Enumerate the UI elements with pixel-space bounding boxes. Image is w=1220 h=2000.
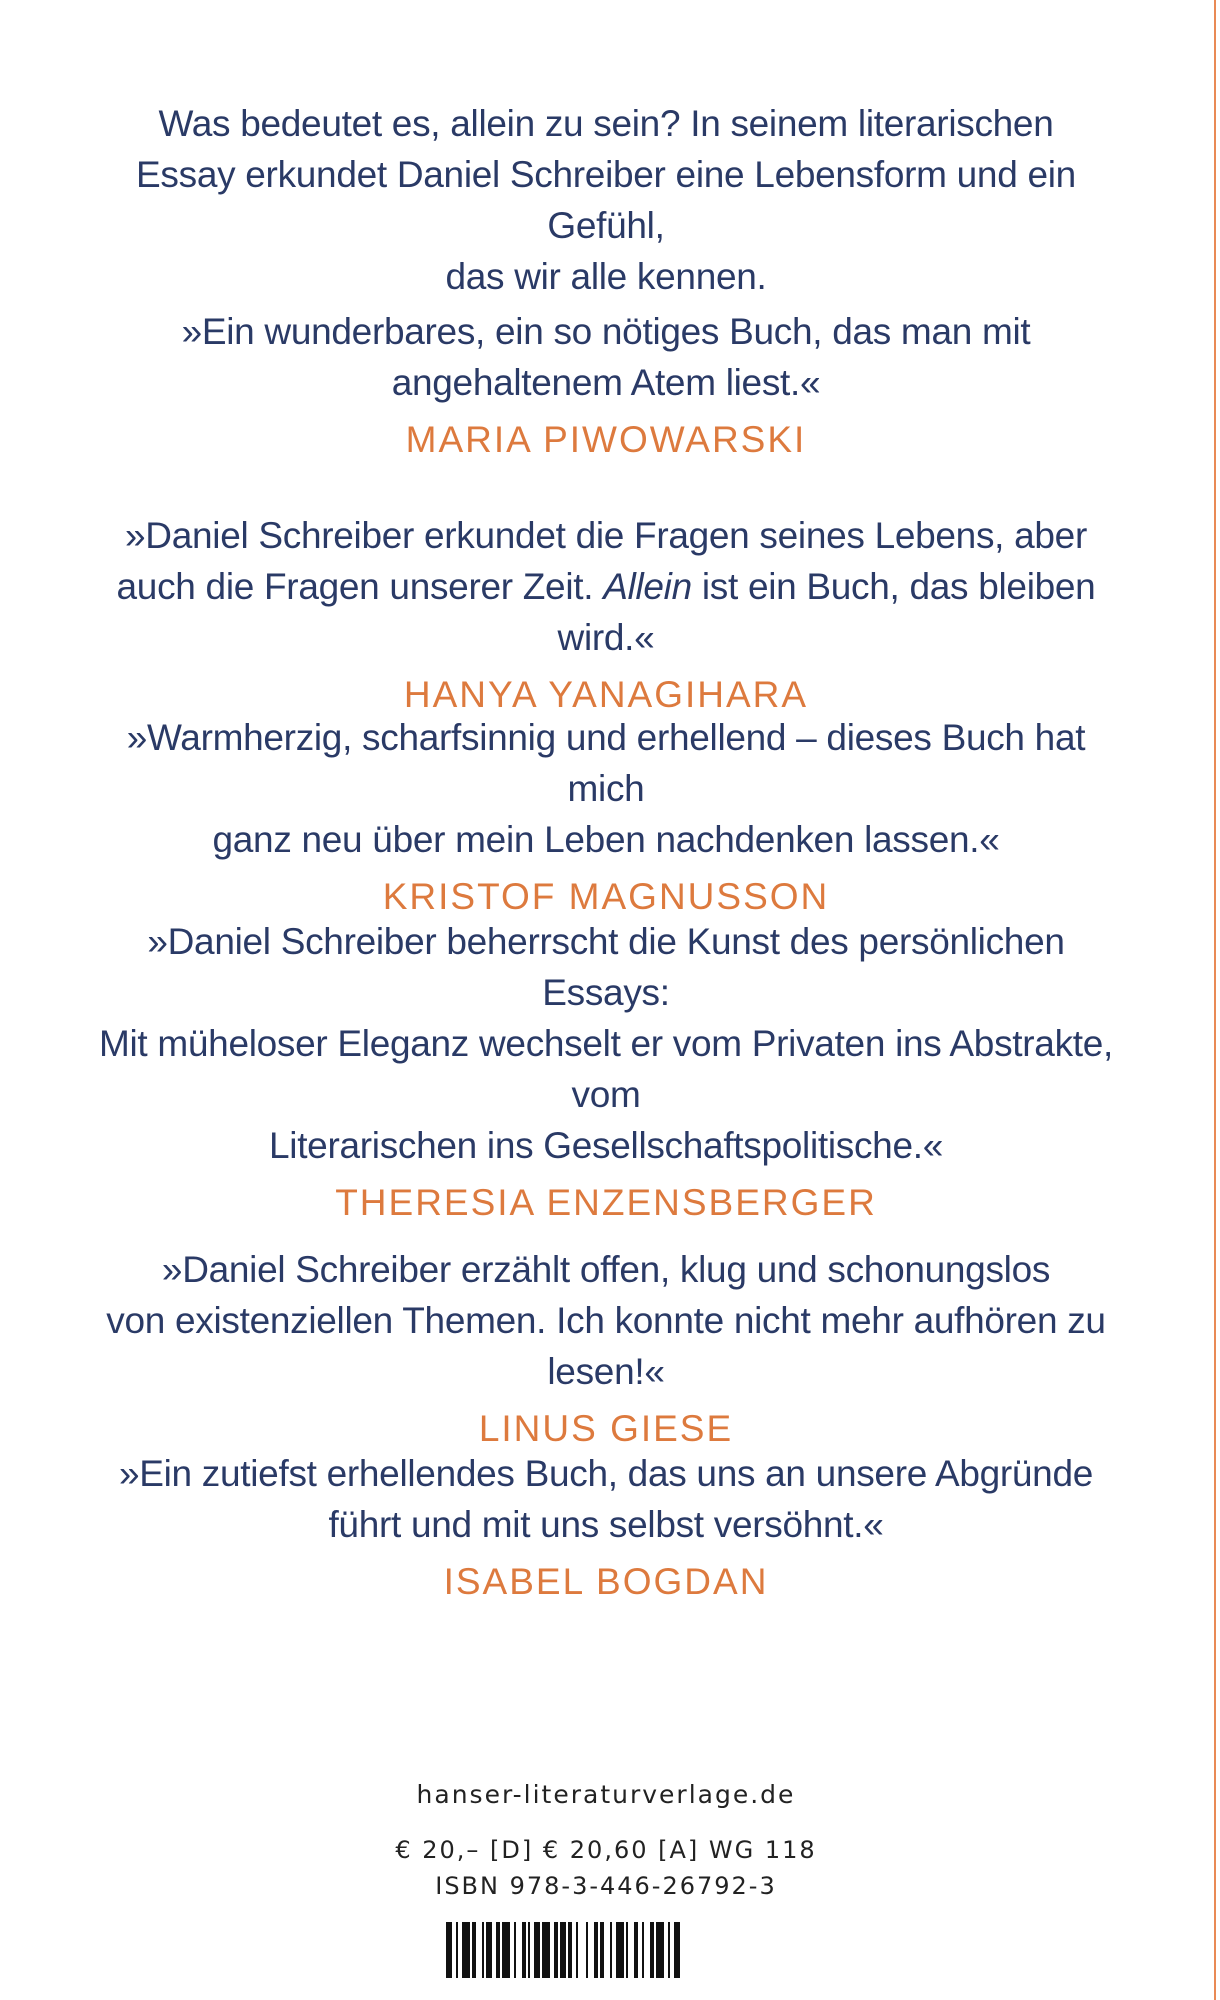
right-edge-line — [1214, 0, 1216, 2000]
quote-line: »Warmherzig, scharfsinnig und erhellend – dieses Buch hat mich — [126, 717, 1086, 809]
quote-enzensberger — [90, 916, 1122, 1228]
quote-line: »Daniel Schreiber erzählt offen, klug und schonungslos — [161, 1249, 1051, 1290]
quote-line: »Daniel Schreiber beherrscht die Kunst des persönlichen Essays: — [147, 921, 1065, 1013]
barcode-bar — [522, 1922, 526, 1978]
barcode-bar — [486, 1922, 492, 1978]
quote-author: KRISTOF MAGNUSSON — [382, 876, 830, 917]
quote-line: »Ein wunderbares, ein so nötiges Buch, das man mit — [181, 311, 1031, 352]
barcode-bar — [576, 1922, 578, 1978]
barcode-image — [446, 1922, 766, 1978]
quote-bogdan — [90, 1448, 1122, 1607]
barcode-bar — [472, 1922, 476, 1978]
barcode-bar — [610, 1922, 612, 1978]
quote-author: HANYA YANAGIHARA — [403, 674, 809, 715]
barcode-bar — [462, 1922, 470, 1978]
barcode-bar — [446, 1922, 452, 1978]
blurb-line: Was bedeutet es, allein zu sein? In seinem literarischen — [158, 103, 1054, 144]
quote-line: »Daniel Schreiber erkundet die Fragen seines Lebens, aber — [125, 515, 1087, 556]
barcode-bar — [456, 1922, 458, 1978]
quote-line — [90, 561, 1122, 663]
quote-magnusson — [90, 712, 1122, 922]
barcode-bar — [674, 1922, 680, 1978]
isbn: ISBN 978-3-446-26792-3 — [435, 1872, 777, 1900]
barcode-bar — [560, 1922, 566, 1978]
blurb-line: Essay erkundet Daniel Schreiber eine Lebensform und ein Gefühl, — [136, 154, 1076, 246]
quote-text: auch die Fragen unserer Zeit. — [116, 566, 604, 607]
quote-author: MARIA PIWOWARSKI — [405, 419, 807, 460]
barcode-bar — [616, 1922, 624, 1978]
quote-line: Literarischen ins Gesellschaftspolitische.« — [269, 1125, 943, 1166]
barcode-bar — [514, 1922, 516, 1978]
barcode-bar — [668, 1922, 670, 1978]
price-info: € 20,– [D] € 20,60 [A] WG 118 — [395, 1836, 817, 1864]
barcode-bar — [600, 1922, 604, 1978]
barcode-bar — [650, 1922, 654, 1978]
barcode-bar — [634, 1922, 638, 1978]
quote-piwowarski — [90, 306, 1122, 465]
barcode-bar — [568, 1922, 572, 1978]
quote-author: ISABEL BOGDAN — [443, 1561, 769, 1602]
barcode-bar — [554, 1922, 558, 1978]
quote-line: führt und mit uns selbst versöhnt.« — [328, 1504, 884, 1545]
barcode-bar — [656, 1922, 664, 1978]
quote-text: ist ein Buch, das bleiben wird.« — [557, 566, 1096, 658]
barcode-bar — [626, 1922, 628, 1978]
quote-giese — [90, 1244, 1122, 1454]
barcode-bar — [482, 1922, 484, 1978]
barcode-bar — [542, 1922, 550, 1978]
barcode-bar — [594, 1922, 598, 1978]
publisher-website: hanser-literaturverlage.de — [416, 1780, 796, 1809]
blurb-line: das wir alle kennen. — [445, 256, 767, 297]
quote-author: THERESIA ENZENSBERGER — [335, 1182, 877, 1223]
barcode-bar — [496, 1922, 500, 1978]
barcode-bar — [642, 1922, 644, 1978]
barcode-bar — [528, 1922, 530, 1978]
quote-line: »Ein zutiefst erhellendes Buch, das uns an unsere Abgründe — [118, 1453, 1094, 1494]
book-title: Allein — [603, 566, 692, 607]
quote-author: LINUS GIESE — [478, 1408, 734, 1449]
quote-line: Mit müheloser Eleganz wechselt er vom Privaten ins Abstrakte, vom — [98, 1023, 1114, 1115]
quote-line: ganz neu über mein Leben nachdenken lassen.« — [212, 819, 1000, 860]
barcode-bar — [586, 1922, 588, 1978]
quote-line: von existenziellen Themen. Ich konnte nicht mehr aufhören zu lesen!« — [106, 1300, 1106, 1392]
book-blurb — [100, 98, 1112, 302]
barcode-bar — [502, 1922, 510, 1978]
barcode-bar — [534, 1922, 540, 1978]
quote-line: angehaltenem Atem liest.« — [391, 362, 821, 403]
quote-yanagihara — [90, 510, 1122, 720]
